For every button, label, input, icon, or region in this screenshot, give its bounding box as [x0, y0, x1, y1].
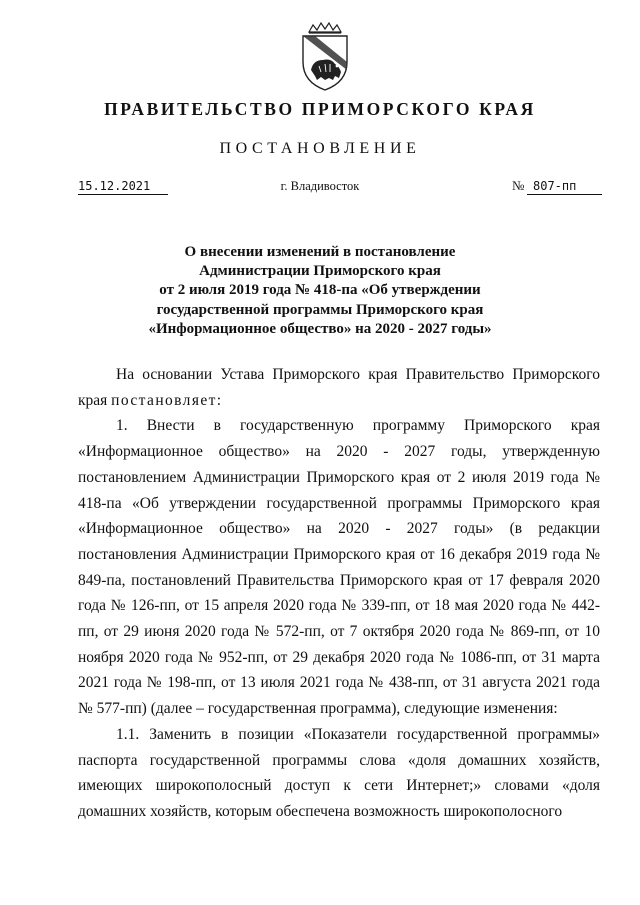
- subject-line: государственной программы Приморского края: [156, 301, 484, 318]
- subject-line: Администрации Приморского края: [199, 263, 441, 280]
- coat-of-arms-icon: [295, 22, 355, 92]
- preamble-text: На основании Устава Приморского края Правительство Приморского края: [78, 366, 600, 409]
- preamble-decree-word: постановляет:: [111, 391, 223, 409]
- preamble-paragraph: [78, 362, 600, 413]
- document-city: г. Владивосток: [280, 179, 360, 193]
- document-subject: [0, 243, 640, 339]
- subject-line: «Информационное общество» на 2020 - 2027 годы»: [148, 320, 492, 337]
- subject-line: О внесении изменений в постановление: [184, 244, 456, 260]
- item-1-paragraph: 1. Внести в государственную программу Приморского края «Информационное общество» на 2020 - 2027 годы, утвержденную постановлением Администрации Приморского края от 2 июля 2019 года № 418-па «Об утверждении государственной программы Приморского края «Информационное общество» на 2020 - 2027 годы» (в редакции постановления Администрации Приморского края от 16 декабря 2019 года № 849-па, постановлений Правительства Приморского края от 17 февраля 2020 года № 126-пп, от 15 апреля 2020 года № 339-пп, от 18 мая 2020 года № 442-пп, от 29 июня 2020 года № 572-пп, от 7 октября 2020 года № 869-пп, от 10 ноября 2020 года № 952-пп, от 29 декабря 2020 года № 1086-пп, от 31 марта 2021 года № 198-пп, от 13 июля 2021 года № 438-пп, от 31 августа 2021 года № 577-пп) (далее – государственная программа), следующие изменения:: [78, 417, 600, 718]
- document-type: ПОСТАНОВЛЕНИЕ: [219, 140, 421, 157]
- document-number: 807-пп: [527, 178, 602, 195]
- document-body: [78, 362, 600, 825]
- subject-line: от 2 июля 2019 года № 418-па «Об утверждении: [159, 282, 481, 299]
- government-title: ПРАВИТЕЛЬСТВО ПРИМОРСКОГО КРАЯ: [104, 99, 536, 119]
- document-number-label: №: [512, 178, 525, 193]
- document-meta: [0, 178, 640, 198]
- document-date: 15.12.2021: [78, 178, 168, 195]
- item-1-1-paragraph: 1.1. Заменить в позиции «Показатели государственной программы» паспорта государственной программы слова «доля домашних хозяйств, имеющих широкополосный доступ к сети Интернет;» словами «доля домашних хозяйств, которым обеспечена возможность широкополосного: [78, 725, 600, 820]
